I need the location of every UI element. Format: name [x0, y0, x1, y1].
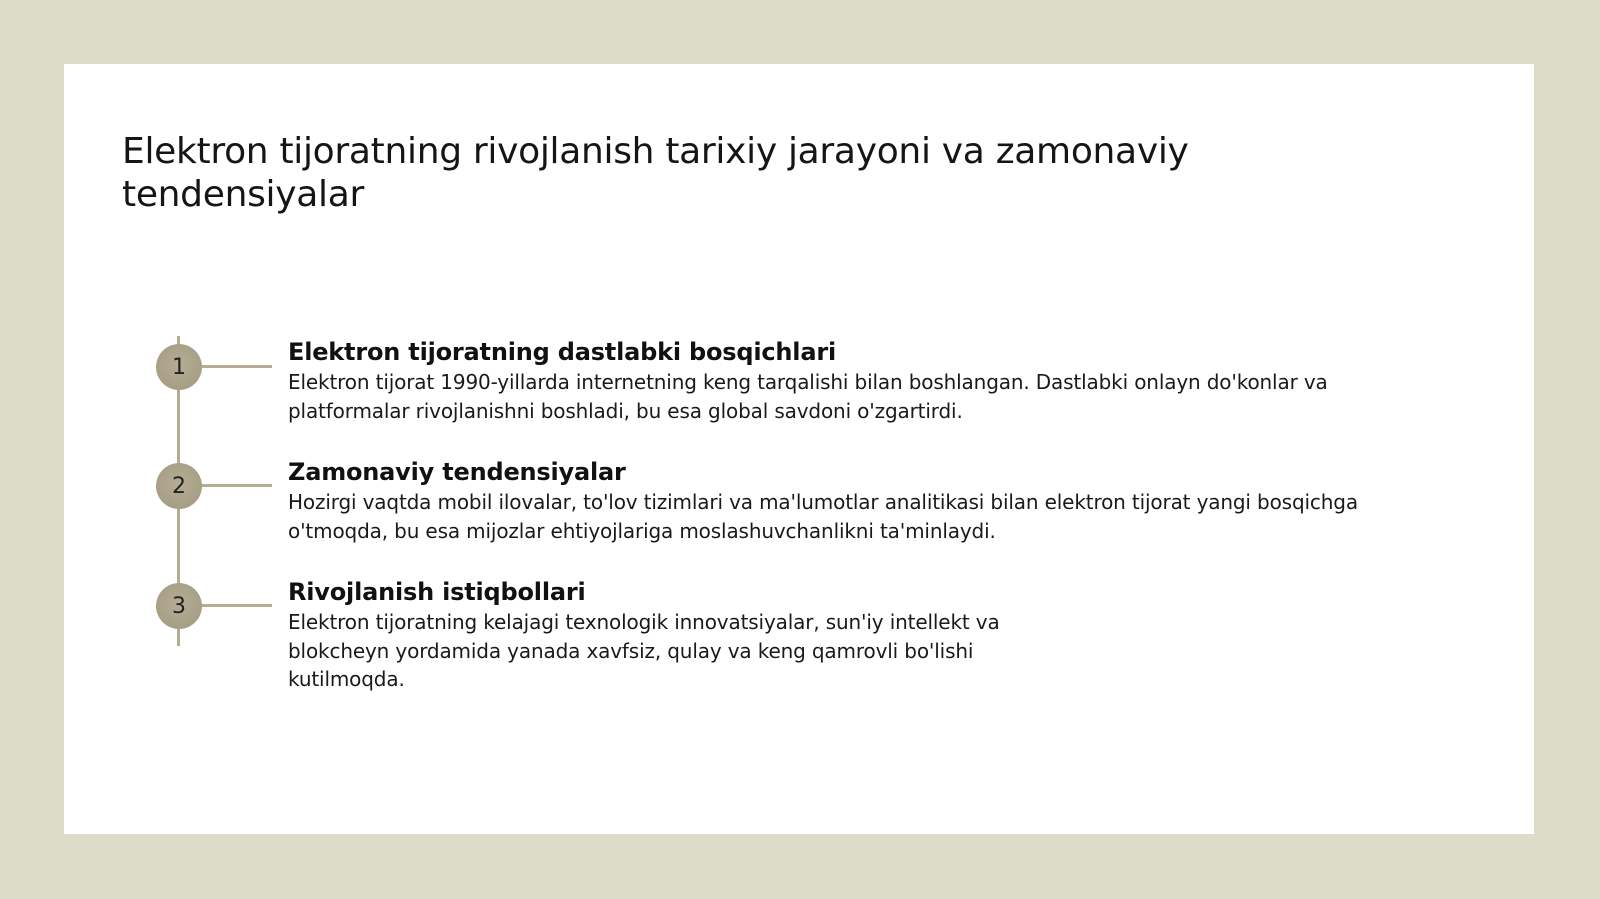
timeline-item-text: Elektron tijorat 1990-yillarda internetning keng tarqalishi bilan boshlangan. Dastlabki onlayn do'konlar va platformalar rivojlanishni boshladi, bu esa global savdoni o'zgartirdi. — [288, 370, 1328, 423]
timeline-item-heading: Rivojlanish istiqbollari — [288, 578, 586, 606]
timeline-item-heading: Elektron tijoratning dastlabki bosqichlari — [288, 338, 836, 366]
timeline-item-text: Elektron tijoratning kelajagi texnologik innovatsiyalar, sun'iy intellekt va blokcheyn yordamida yanada xavfsiz, qulay va keng qamrovli bo'lishi kutilmoqda. — [288, 610, 1000, 691]
slide — [64, 64, 1534, 834]
timeline-item-1 — [288, 336, 1438, 425]
timeline-node-3 — [156, 583, 202, 629]
timeline-node-1 — [156, 344, 202, 390]
timeline-node-number: 2 — [172, 473, 186, 499]
timeline-connector-3 — [202, 604, 272, 607]
timeline-node-number: 1 — [172, 354, 186, 380]
timeline-item-3 — [288, 576, 1078, 694]
timeline-node-2 — [156, 463, 202, 509]
timeline-item-text: Hozirgi vaqtda mobil ilovalar, to'lov tizimlari va ma'lumotlar analitikasi bilan elektron tijorat yangi bosqichga o'tmoqda, bu esa mijozlar ehtiyojlariga moslashuvchanlikni ta'minlaydi. — [288, 490, 1358, 543]
timeline-item-heading: Zamonaviy tendensiyalar — [288, 458, 626, 486]
timeline-connector-2 — [202, 484, 272, 487]
timeline-connector-1 — [202, 365, 272, 368]
slide-title: Elektron tijoratning rivojlanish tarixiy jarayoni va zamonaviy tendensiyalar — [122, 131, 1189, 215]
timeline-node-number: 3 — [172, 593, 186, 619]
timeline-item-2 — [288, 456, 1368, 545]
